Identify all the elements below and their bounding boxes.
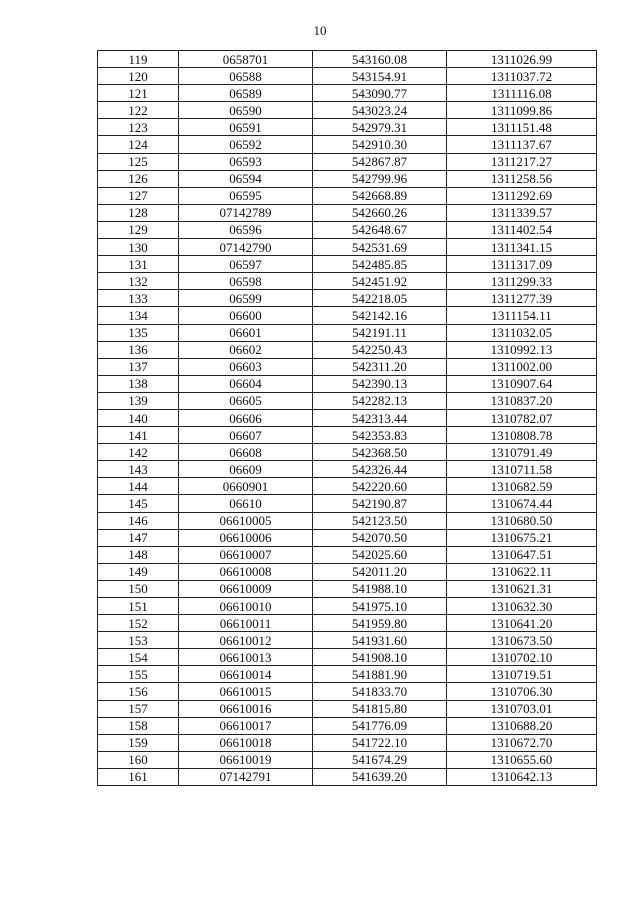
point-number-cell: 150 xyxy=(98,580,179,597)
x-coordinate-cell: 542282.13 xyxy=(313,392,447,409)
y-coordinate-cell: 1310702.10 xyxy=(447,649,597,666)
x-coordinate-cell: 542353.83 xyxy=(313,427,447,444)
point-id-cell: 0658701 xyxy=(179,51,313,68)
point-number-cell: 143 xyxy=(98,461,179,478)
table-row xyxy=(98,170,597,187)
table-row xyxy=(98,85,597,102)
point-number-cell: 144 xyxy=(98,478,179,495)
point-id-cell: 06605 xyxy=(179,392,313,409)
point-id-cell: 06610018 xyxy=(179,734,313,751)
point-id-cell: 06598 xyxy=(179,273,313,290)
y-coordinate-cell: 1310675.21 xyxy=(447,529,597,546)
point-number-cell: 160 xyxy=(98,751,179,768)
table-row xyxy=(98,51,597,68)
table-row xyxy=(98,409,597,426)
x-coordinate-cell: 542867.87 xyxy=(313,153,447,170)
table-row xyxy=(98,461,597,478)
y-coordinate-cell: 1311037.72 xyxy=(447,68,597,85)
y-coordinate-cell: 1310782.07 xyxy=(447,409,597,426)
y-coordinate-cell: 1310719.51 xyxy=(447,666,597,683)
point-number-cell: 132 xyxy=(98,273,179,290)
y-coordinate-cell: 1310622.11 xyxy=(447,563,597,580)
table-row xyxy=(98,392,597,409)
x-coordinate-cell: 541639.20 xyxy=(313,768,447,785)
point-number-cell: 121 xyxy=(98,85,179,102)
y-coordinate-cell: 1310808.78 xyxy=(447,427,597,444)
point-number-cell: 139 xyxy=(98,392,179,409)
table-row xyxy=(98,598,597,615)
y-coordinate-cell: 1310674.44 xyxy=(447,495,597,512)
y-coordinate-cell: 1311217.27 xyxy=(447,153,597,170)
point-id-cell: 06610007 xyxy=(179,546,313,563)
point-number-cell: 124 xyxy=(98,136,179,153)
point-id-cell: 06597 xyxy=(179,256,313,273)
point-id-cell: 06596 xyxy=(179,221,313,238)
x-coordinate-cell: 542368.50 xyxy=(313,444,447,461)
y-coordinate-cell: 1310655.60 xyxy=(447,751,597,768)
y-coordinate-cell: 1310992.13 xyxy=(447,341,597,358)
x-coordinate-cell: 541975.10 xyxy=(313,598,447,615)
point-number-cell: 127 xyxy=(98,187,179,204)
table-row xyxy=(98,341,597,358)
x-coordinate-cell: 541776.09 xyxy=(313,717,447,734)
point-number-cell: 148 xyxy=(98,546,179,563)
table-row xyxy=(98,751,597,768)
x-coordinate-cell: 542250.43 xyxy=(313,341,447,358)
point-number-cell: 147 xyxy=(98,529,179,546)
y-coordinate-cell: 1310642.13 xyxy=(447,768,597,785)
y-coordinate-cell: 1310632.30 xyxy=(447,598,597,615)
y-coordinate-cell: 1310680.50 xyxy=(447,512,597,529)
point-number-cell: 133 xyxy=(98,290,179,307)
point-id-cell: 06588 xyxy=(179,68,313,85)
table-row xyxy=(98,495,597,512)
table-row xyxy=(98,307,597,324)
table-row xyxy=(98,221,597,238)
point-number-cell: 136 xyxy=(98,341,179,358)
table-row xyxy=(98,666,597,683)
x-coordinate-cell: 542220.60 xyxy=(313,478,447,495)
x-coordinate-cell: 543023.24 xyxy=(313,102,447,119)
point-number-cell: 122 xyxy=(98,102,179,119)
x-coordinate-cell: 542451.92 xyxy=(313,273,447,290)
y-coordinate-cell: 1311317.09 xyxy=(447,256,597,273)
point-number-cell: 123 xyxy=(98,119,179,136)
table-row xyxy=(98,119,597,136)
y-coordinate-cell: 1311277.39 xyxy=(447,290,597,307)
point-id-cell: 06610017 xyxy=(179,717,313,734)
table-row xyxy=(98,512,597,529)
x-coordinate-cell: 541881.90 xyxy=(313,666,447,683)
point-id-cell: 06609 xyxy=(179,461,313,478)
point-number-cell: 146 xyxy=(98,512,179,529)
point-number-cell: 120 xyxy=(98,68,179,85)
table-row xyxy=(98,290,597,307)
y-coordinate-cell: 1311402.54 xyxy=(447,221,597,238)
point-number-cell: 128 xyxy=(98,204,179,221)
table-row xyxy=(98,683,597,700)
point-id-cell: 07142791 xyxy=(179,768,313,785)
y-coordinate-cell: 1310672.70 xyxy=(447,734,597,751)
point-number-cell: 149 xyxy=(98,563,179,580)
point-id-cell: 0660901 xyxy=(179,478,313,495)
point-number-cell: 157 xyxy=(98,700,179,717)
y-coordinate-cell: 1310703.01 xyxy=(447,700,597,717)
point-id-cell: 06610014 xyxy=(179,666,313,683)
y-coordinate-cell: 1310837.20 xyxy=(447,392,597,409)
x-coordinate-cell: 541674.29 xyxy=(313,751,447,768)
point-id-cell: 06610009 xyxy=(179,580,313,597)
y-coordinate-cell: 1311002.00 xyxy=(447,358,597,375)
x-coordinate-cell: 541815.80 xyxy=(313,700,447,717)
point-number-cell: 154 xyxy=(98,649,179,666)
point-number-cell: 137 xyxy=(98,358,179,375)
point-number-cell: 159 xyxy=(98,734,179,751)
point-number-cell: 141 xyxy=(98,427,179,444)
x-coordinate-cell: 542011.20 xyxy=(313,563,447,580)
point-number-cell: 142 xyxy=(98,444,179,461)
x-coordinate-cell: 542531.69 xyxy=(313,239,447,256)
point-id-cell: 06603 xyxy=(179,358,313,375)
y-coordinate-cell: 1311151.48 xyxy=(447,119,597,136)
x-coordinate-cell: 542142.16 xyxy=(313,307,447,324)
point-id-cell: 06610010 xyxy=(179,598,313,615)
point-number-cell: 145 xyxy=(98,495,179,512)
point-id-cell: 06610015 xyxy=(179,683,313,700)
x-coordinate-cell: 543154.91 xyxy=(313,68,447,85)
y-coordinate-cell: 1310688.20 xyxy=(447,717,597,734)
point-number-cell: 140 xyxy=(98,409,179,426)
table-row xyxy=(98,153,597,170)
x-coordinate-cell: 542390.13 xyxy=(313,375,447,392)
table-row xyxy=(98,136,597,153)
point-id-cell: 06590 xyxy=(179,102,313,119)
point-id-cell: 06594 xyxy=(179,170,313,187)
table-row xyxy=(98,358,597,375)
point-id-cell: 06601 xyxy=(179,324,313,341)
x-coordinate-cell: 541833.70 xyxy=(313,683,447,700)
y-coordinate-cell: 1311099.86 xyxy=(447,102,597,119)
point-number-cell: 119 xyxy=(98,51,179,68)
page-number: 10 xyxy=(313,23,327,38)
x-coordinate-cell: 542218.05 xyxy=(313,290,447,307)
point-id-cell: 06610012 xyxy=(179,632,313,649)
x-coordinate-cell: 542313.44 xyxy=(313,409,447,426)
point-number-cell: 158 xyxy=(98,717,179,734)
point-id-cell: 06610019 xyxy=(179,751,313,768)
y-coordinate-cell: 1311258.56 xyxy=(447,170,597,187)
table-row xyxy=(98,187,597,204)
y-coordinate-cell: 1311299.33 xyxy=(447,273,597,290)
point-id-cell: 06591 xyxy=(179,119,313,136)
y-coordinate-cell: 1311032.05 xyxy=(447,324,597,341)
point-id-cell: 06610013 xyxy=(179,649,313,666)
x-coordinate-cell: 542191.11 xyxy=(313,324,447,341)
x-coordinate-cell: 541959.80 xyxy=(313,615,447,632)
table-row xyxy=(98,375,597,392)
x-coordinate-cell: 542660.26 xyxy=(313,204,447,221)
y-coordinate-cell: 1311116.08 xyxy=(447,85,597,102)
y-coordinate-cell: 1310647.51 xyxy=(447,546,597,563)
y-coordinate-cell: 1310621.31 xyxy=(447,580,597,597)
point-id-cell: 06604 xyxy=(179,375,313,392)
x-coordinate-cell: 542979.31 xyxy=(313,119,447,136)
y-coordinate-cell: 1310641.20 xyxy=(447,615,597,632)
table-row xyxy=(98,444,597,461)
x-coordinate-cell: 543090.77 xyxy=(313,85,447,102)
table-row xyxy=(98,717,597,734)
point-id-cell: 06610 xyxy=(179,495,313,512)
table-row xyxy=(98,580,597,597)
y-coordinate-cell: 1310673.50 xyxy=(447,632,597,649)
point-id-cell: 06610011 xyxy=(179,615,313,632)
point-id-cell: 06610006 xyxy=(179,529,313,546)
x-coordinate-cell: 542485.85 xyxy=(313,256,447,273)
point-id-cell: 06606 xyxy=(179,409,313,426)
point-id-cell: 06600 xyxy=(179,307,313,324)
y-coordinate-cell: 1311137.67 xyxy=(447,136,597,153)
y-coordinate-cell: 1311154.11 xyxy=(447,307,597,324)
point-id-cell: 06592 xyxy=(179,136,313,153)
coordinates-table xyxy=(97,50,597,786)
table-row xyxy=(98,478,597,495)
point-number-cell: 151 xyxy=(98,598,179,615)
y-coordinate-cell: 1311026.99 xyxy=(447,51,597,68)
table-row xyxy=(98,615,597,632)
table-row xyxy=(98,768,597,785)
table-row xyxy=(98,273,597,290)
x-coordinate-cell: 542311.20 xyxy=(313,358,447,375)
x-coordinate-cell: 542910.30 xyxy=(313,136,447,153)
table-row xyxy=(98,546,597,563)
point-number-cell: 126 xyxy=(98,170,179,187)
x-coordinate-cell: 542190.87 xyxy=(313,495,447,512)
point-number-cell: 153 xyxy=(98,632,179,649)
x-coordinate-cell: 542326.44 xyxy=(313,461,447,478)
table-row xyxy=(98,427,597,444)
point-number-cell: 156 xyxy=(98,683,179,700)
point-id-cell: 07142789 xyxy=(179,204,313,221)
point-id-cell: 06602 xyxy=(179,341,313,358)
point-number-cell: 161 xyxy=(98,768,179,785)
table-row xyxy=(98,563,597,580)
point-number-cell: 135 xyxy=(98,324,179,341)
table-row xyxy=(98,632,597,649)
table-row xyxy=(98,734,597,751)
table-row xyxy=(98,324,597,341)
y-coordinate-cell: 1310682.59 xyxy=(447,478,597,495)
x-coordinate-cell: 542070.50 xyxy=(313,529,447,546)
point-id-cell: 06595 xyxy=(179,187,313,204)
point-id-cell: 06599 xyxy=(179,290,313,307)
y-coordinate-cell: 1311292.69 xyxy=(447,187,597,204)
table-row xyxy=(98,529,597,546)
point-id-cell: 06607 xyxy=(179,427,313,444)
table-row xyxy=(98,239,597,256)
point-id-cell: 07142790 xyxy=(179,239,313,256)
coordinates-table-body xyxy=(98,51,597,786)
table-row xyxy=(98,649,597,666)
point-number-cell: 131 xyxy=(98,256,179,273)
y-coordinate-cell: 1311341.15 xyxy=(447,239,597,256)
point-number-cell: 155 xyxy=(98,666,179,683)
point-number-cell: 152 xyxy=(98,615,179,632)
point-id-cell: 06593 xyxy=(179,153,313,170)
y-coordinate-cell: 1311339.57 xyxy=(447,204,597,221)
x-coordinate-cell: 542799.96 xyxy=(313,170,447,187)
x-coordinate-cell: 541988.10 xyxy=(313,580,447,597)
x-coordinate-cell: 542123.50 xyxy=(313,512,447,529)
point-number-cell: 138 xyxy=(98,375,179,392)
point-number-cell: 134 xyxy=(98,307,179,324)
table-row xyxy=(98,204,597,221)
y-coordinate-cell: 1310711.58 xyxy=(447,461,597,478)
x-coordinate-cell: 541931.60 xyxy=(313,632,447,649)
table-row xyxy=(98,102,597,119)
x-coordinate-cell: 542648.67 xyxy=(313,221,447,238)
table-row xyxy=(98,700,597,717)
point-id-cell: 06610008 xyxy=(179,563,313,580)
x-coordinate-cell: 541908.10 xyxy=(313,649,447,666)
point-number-cell: 125 xyxy=(98,153,179,170)
y-coordinate-cell: 1310706.30 xyxy=(447,683,597,700)
y-coordinate-cell: 1310791.49 xyxy=(447,444,597,461)
point-id-cell: 06610016 xyxy=(179,700,313,717)
table-row xyxy=(98,68,597,85)
x-coordinate-cell: 542668.89 xyxy=(313,187,447,204)
table-row xyxy=(98,256,597,273)
y-coordinate-cell: 1310907.64 xyxy=(447,375,597,392)
point-number-cell: 129 xyxy=(98,221,179,238)
point-id-cell: 06610005 xyxy=(179,512,313,529)
point-number-cell: 130 xyxy=(98,239,179,256)
x-coordinate-cell: 543160.08 xyxy=(313,51,447,68)
x-coordinate-cell: 542025.60 xyxy=(313,546,447,563)
x-coordinate-cell: 541722.10 xyxy=(313,734,447,751)
point-id-cell: 06589 xyxy=(179,85,313,102)
point-id-cell: 06608 xyxy=(179,444,313,461)
